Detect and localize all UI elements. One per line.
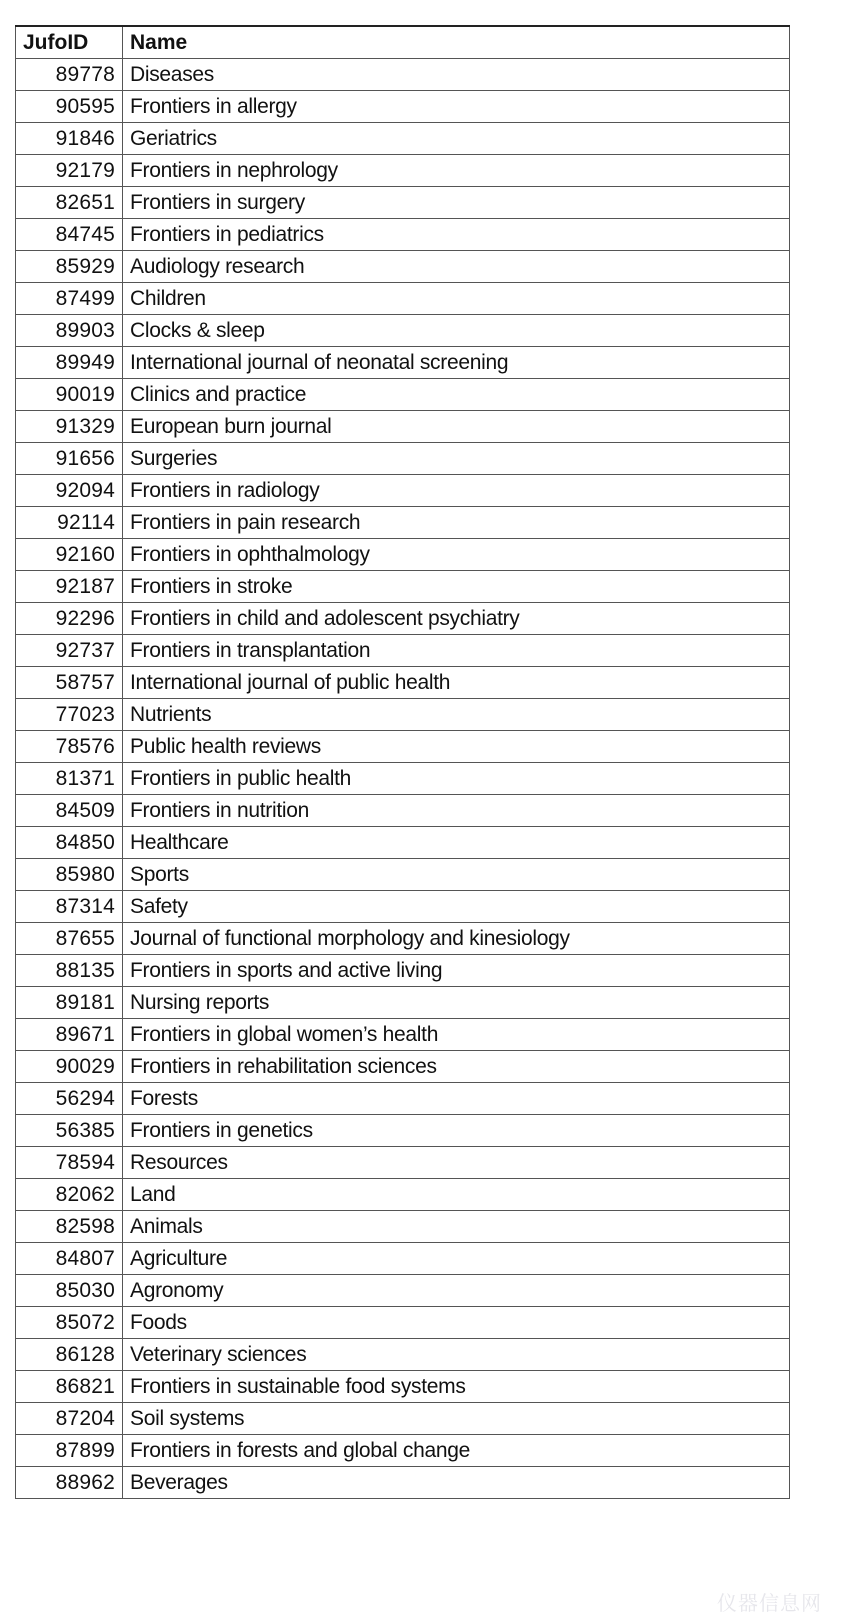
jufo-id-cell: 77023 xyxy=(16,699,123,731)
jufo-id-cell: 85030 xyxy=(16,1275,123,1307)
jufo-id-cell: 87314 xyxy=(16,891,123,923)
jufo-id-cell: 86128 xyxy=(16,1339,123,1371)
journal-name-cell: Frontiers in allergy xyxy=(123,91,790,123)
journal-name-cell: Journal of functional morphology and kinesiology xyxy=(123,923,790,955)
jufo-id-cell: 87899 xyxy=(16,1435,123,1467)
jufo-id-cell: 92187 xyxy=(16,571,123,603)
journal-name-cell: Frontiers in public health xyxy=(123,763,790,795)
column-header-jufoid: JufoID xyxy=(16,26,123,59)
table-row xyxy=(16,443,790,475)
journal-name-cell: European burn journal xyxy=(123,411,790,443)
table-row xyxy=(16,219,790,251)
jufo-id-cell: 92179 xyxy=(16,155,123,187)
table-row xyxy=(16,987,790,1019)
table-row xyxy=(16,379,790,411)
table-row xyxy=(16,1179,790,1211)
jufo-id-cell: 87499 xyxy=(16,283,123,315)
journal-name-cell: Sports xyxy=(123,859,790,891)
journal-name-cell: Forests xyxy=(123,1083,790,1115)
table-row xyxy=(16,1211,790,1243)
table-row xyxy=(16,827,790,859)
jufo-id-cell: 78594 xyxy=(16,1147,123,1179)
jufo-id-cell: 81371 xyxy=(16,763,123,795)
table-row xyxy=(16,187,790,219)
table-row xyxy=(16,1307,790,1339)
table-row xyxy=(16,1115,790,1147)
jufo-id-cell: 85980 xyxy=(16,859,123,891)
jufo-id-cell: 82651 xyxy=(16,187,123,219)
table-row xyxy=(16,571,790,603)
journal-name-cell: International journal of neonatal screening xyxy=(123,347,790,379)
journal-name-cell: Frontiers in pediatrics xyxy=(123,219,790,251)
journal-name-cell: Frontiers in nephrology xyxy=(123,155,790,187)
journal-name-cell: Beverages xyxy=(123,1467,790,1499)
journal-name-cell: Agriculture xyxy=(123,1243,790,1275)
jufo-id-cell: 82062 xyxy=(16,1179,123,1211)
table-row xyxy=(16,699,790,731)
journal-name-cell: Frontiers in pain research xyxy=(123,507,790,539)
journal-name-cell: Children xyxy=(123,283,790,315)
journal-name-cell: Frontiers in sustainable food systems xyxy=(123,1371,790,1403)
journal-name-cell: Healthcare xyxy=(123,827,790,859)
jufo-id-cell: 78576 xyxy=(16,731,123,763)
journal-name-cell: Agronomy xyxy=(123,1275,790,1307)
table-row xyxy=(16,1083,790,1115)
jufo-id-cell: 84807 xyxy=(16,1243,123,1275)
jufo-id-cell: 92160 xyxy=(16,539,123,571)
jufo-id-cell: 89181 xyxy=(16,987,123,1019)
journal-name-cell: International journal of public health xyxy=(123,667,790,699)
table-header xyxy=(16,26,790,59)
table-row xyxy=(16,411,790,443)
jufo-id-cell: 89903 xyxy=(16,315,123,347)
table-row xyxy=(16,1435,790,1467)
table-row xyxy=(16,731,790,763)
jufo-id-cell: 56385 xyxy=(16,1115,123,1147)
journal-name-cell: Frontiers in ophthalmology xyxy=(123,539,790,571)
table-row xyxy=(16,763,790,795)
table-row xyxy=(16,1147,790,1179)
jufo-id-cell: 87655 xyxy=(16,923,123,955)
jufo-id-cell: 84850 xyxy=(16,827,123,859)
jufo-id-cell: 85929 xyxy=(16,251,123,283)
jufo-id-cell: 84509 xyxy=(16,795,123,827)
journal-name-cell: Frontiers in nutrition xyxy=(123,795,790,827)
table-body xyxy=(16,59,790,1499)
journal-name-cell: Veterinary sciences xyxy=(123,1339,790,1371)
journal-name-cell: Foods xyxy=(123,1307,790,1339)
jufo-id-cell: 89778 xyxy=(16,59,123,91)
journal-name-cell: Frontiers in sports and active living xyxy=(123,955,790,987)
table-row xyxy=(16,795,790,827)
journal-name-cell: Clinics and practice xyxy=(123,379,790,411)
journal-name-cell: Land xyxy=(123,1179,790,1211)
table-row xyxy=(16,955,790,987)
header-row xyxy=(16,26,790,59)
table-row xyxy=(16,475,790,507)
jufo-id-cell: 90029 xyxy=(16,1051,123,1083)
column-header-name: Name xyxy=(123,26,790,59)
journal-name-cell: Nutrients xyxy=(123,699,790,731)
table-row xyxy=(16,1019,790,1051)
jufo-id-cell: 86821 xyxy=(16,1371,123,1403)
jufo-id-cell: 92737 xyxy=(16,635,123,667)
table-row xyxy=(16,123,790,155)
table-row xyxy=(16,1243,790,1275)
table-row xyxy=(16,91,790,123)
jufo-id-cell: 88135 xyxy=(16,955,123,987)
journal-name-cell: Surgeries xyxy=(123,443,790,475)
table-row xyxy=(16,1467,790,1499)
table-row xyxy=(16,539,790,571)
journal-name-cell: Diseases xyxy=(123,59,790,91)
jufo-id-cell: 90019 xyxy=(16,379,123,411)
table-row xyxy=(16,1403,790,1435)
journal-table-container xyxy=(15,25,789,1499)
journal-name-cell: Frontiers in genetics xyxy=(123,1115,790,1147)
jufo-id-cell: 85072 xyxy=(16,1307,123,1339)
journal-name-cell: Safety xyxy=(123,891,790,923)
journal-name-cell: Public health reviews xyxy=(123,731,790,763)
journal-name-cell: Nursing reports xyxy=(123,987,790,1019)
table-row xyxy=(16,347,790,379)
journal-name-cell: Soil systems xyxy=(123,1403,790,1435)
watermark-logo: 仪器信息网 xyxy=(717,1591,822,1615)
jufo-id-cell: 92114 xyxy=(16,507,123,539)
journal-name-cell: Frontiers in radiology xyxy=(123,475,790,507)
jufo-id-cell: 91329 xyxy=(16,411,123,443)
table-row xyxy=(16,315,790,347)
table-row xyxy=(16,251,790,283)
journal-name-cell: Frontiers in child and adolescent psychiatry xyxy=(123,603,790,635)
jufo-id-cell: 89949 xyxy=(16,347,123,379)
journal-name-cell: Frontiers in surgery xyxy=(123,187,790,219)
table-row xyxy=(16,59,790,91)
table-row xyxy=(16,1339,790,1371)
journal-name-cell: Frontiers in rehabilitation sciences xyxy=(123,1051,790,1083)
table-row xyxy=(16,667,790,699)
table-row xyxy=(16,859,790,891)
jufo-id-cell: 58757 xyxy=(16,667,123,699)
jufo-id-cell: 82598 xyxy=(16,1211,123,1243)
jufo-id-cell: 90595 xyxy=(16,91,123,123)
table-row xyxy=(16,283,790,315)
table-row xyxy=(16,155,790,187)
journal-name-cell: Frontiers in forests and global change xyxy=(123,1435,790,1467)
table-row xyxy=(16,1371,790,1403)
jufo-id-cell: 92296 xyxy=(16,603,123,635)
journal-name-cell: Audiology research xyxy=(123,251,790,283)
table-row xyxy=(16,1275,790,1307)
journal-name-cell: Animals xyxy=(123,1211,790,1243)
journal-name-cell: Frontiers in stroke xyxy=(123,571,790,603)
journal-name-cell: Frontiers in transplantation xyxy=(123,635,790,667)
journal-table xyxy=(15,25,790,1499)
jufo-id-cell: 89671 xyxy=(16,1019,123,1051)
table-row xyxy=(16,923,790,955)
journal-name-cell: Geriatrics xyxy=(123,123,790,155)
journal-name-cell: Clocks & sleep xyxy=(123,315,790,347)
jufo-id-cell: 92094 xyxy=(16,475,123,507)
jufo-id-cell: 91656 xyxy=(16,443,123,475)
table-row xyxy=(16,891,790,923)
jufo-id-cell: 91846 xyxy=(16,123,123,155)
table-row xyxy=(16,603,790,635)
journal-name-cell: Resources xyxy=(123,1147,790,1179)
jufo-id-cell: 88962 xyxy=(16,1467,123,1499)
jufo-id-cell: 87204 xyxy=(16,1403,123,1435)
table-row xyxy=(16,1051,790,1083)
jufo-id-cell: 84745 xyxy=(16,219,123,251)
table-row xyxy=(16,507,790,539)
journal-name-cell: Frontiers in global women’s health xyxy=(123,1019,790,1051)
jufo-id-cell: 56294 xyxy=(16,1083,123,1115)
table-row xyxy=(16,635,790,667)
